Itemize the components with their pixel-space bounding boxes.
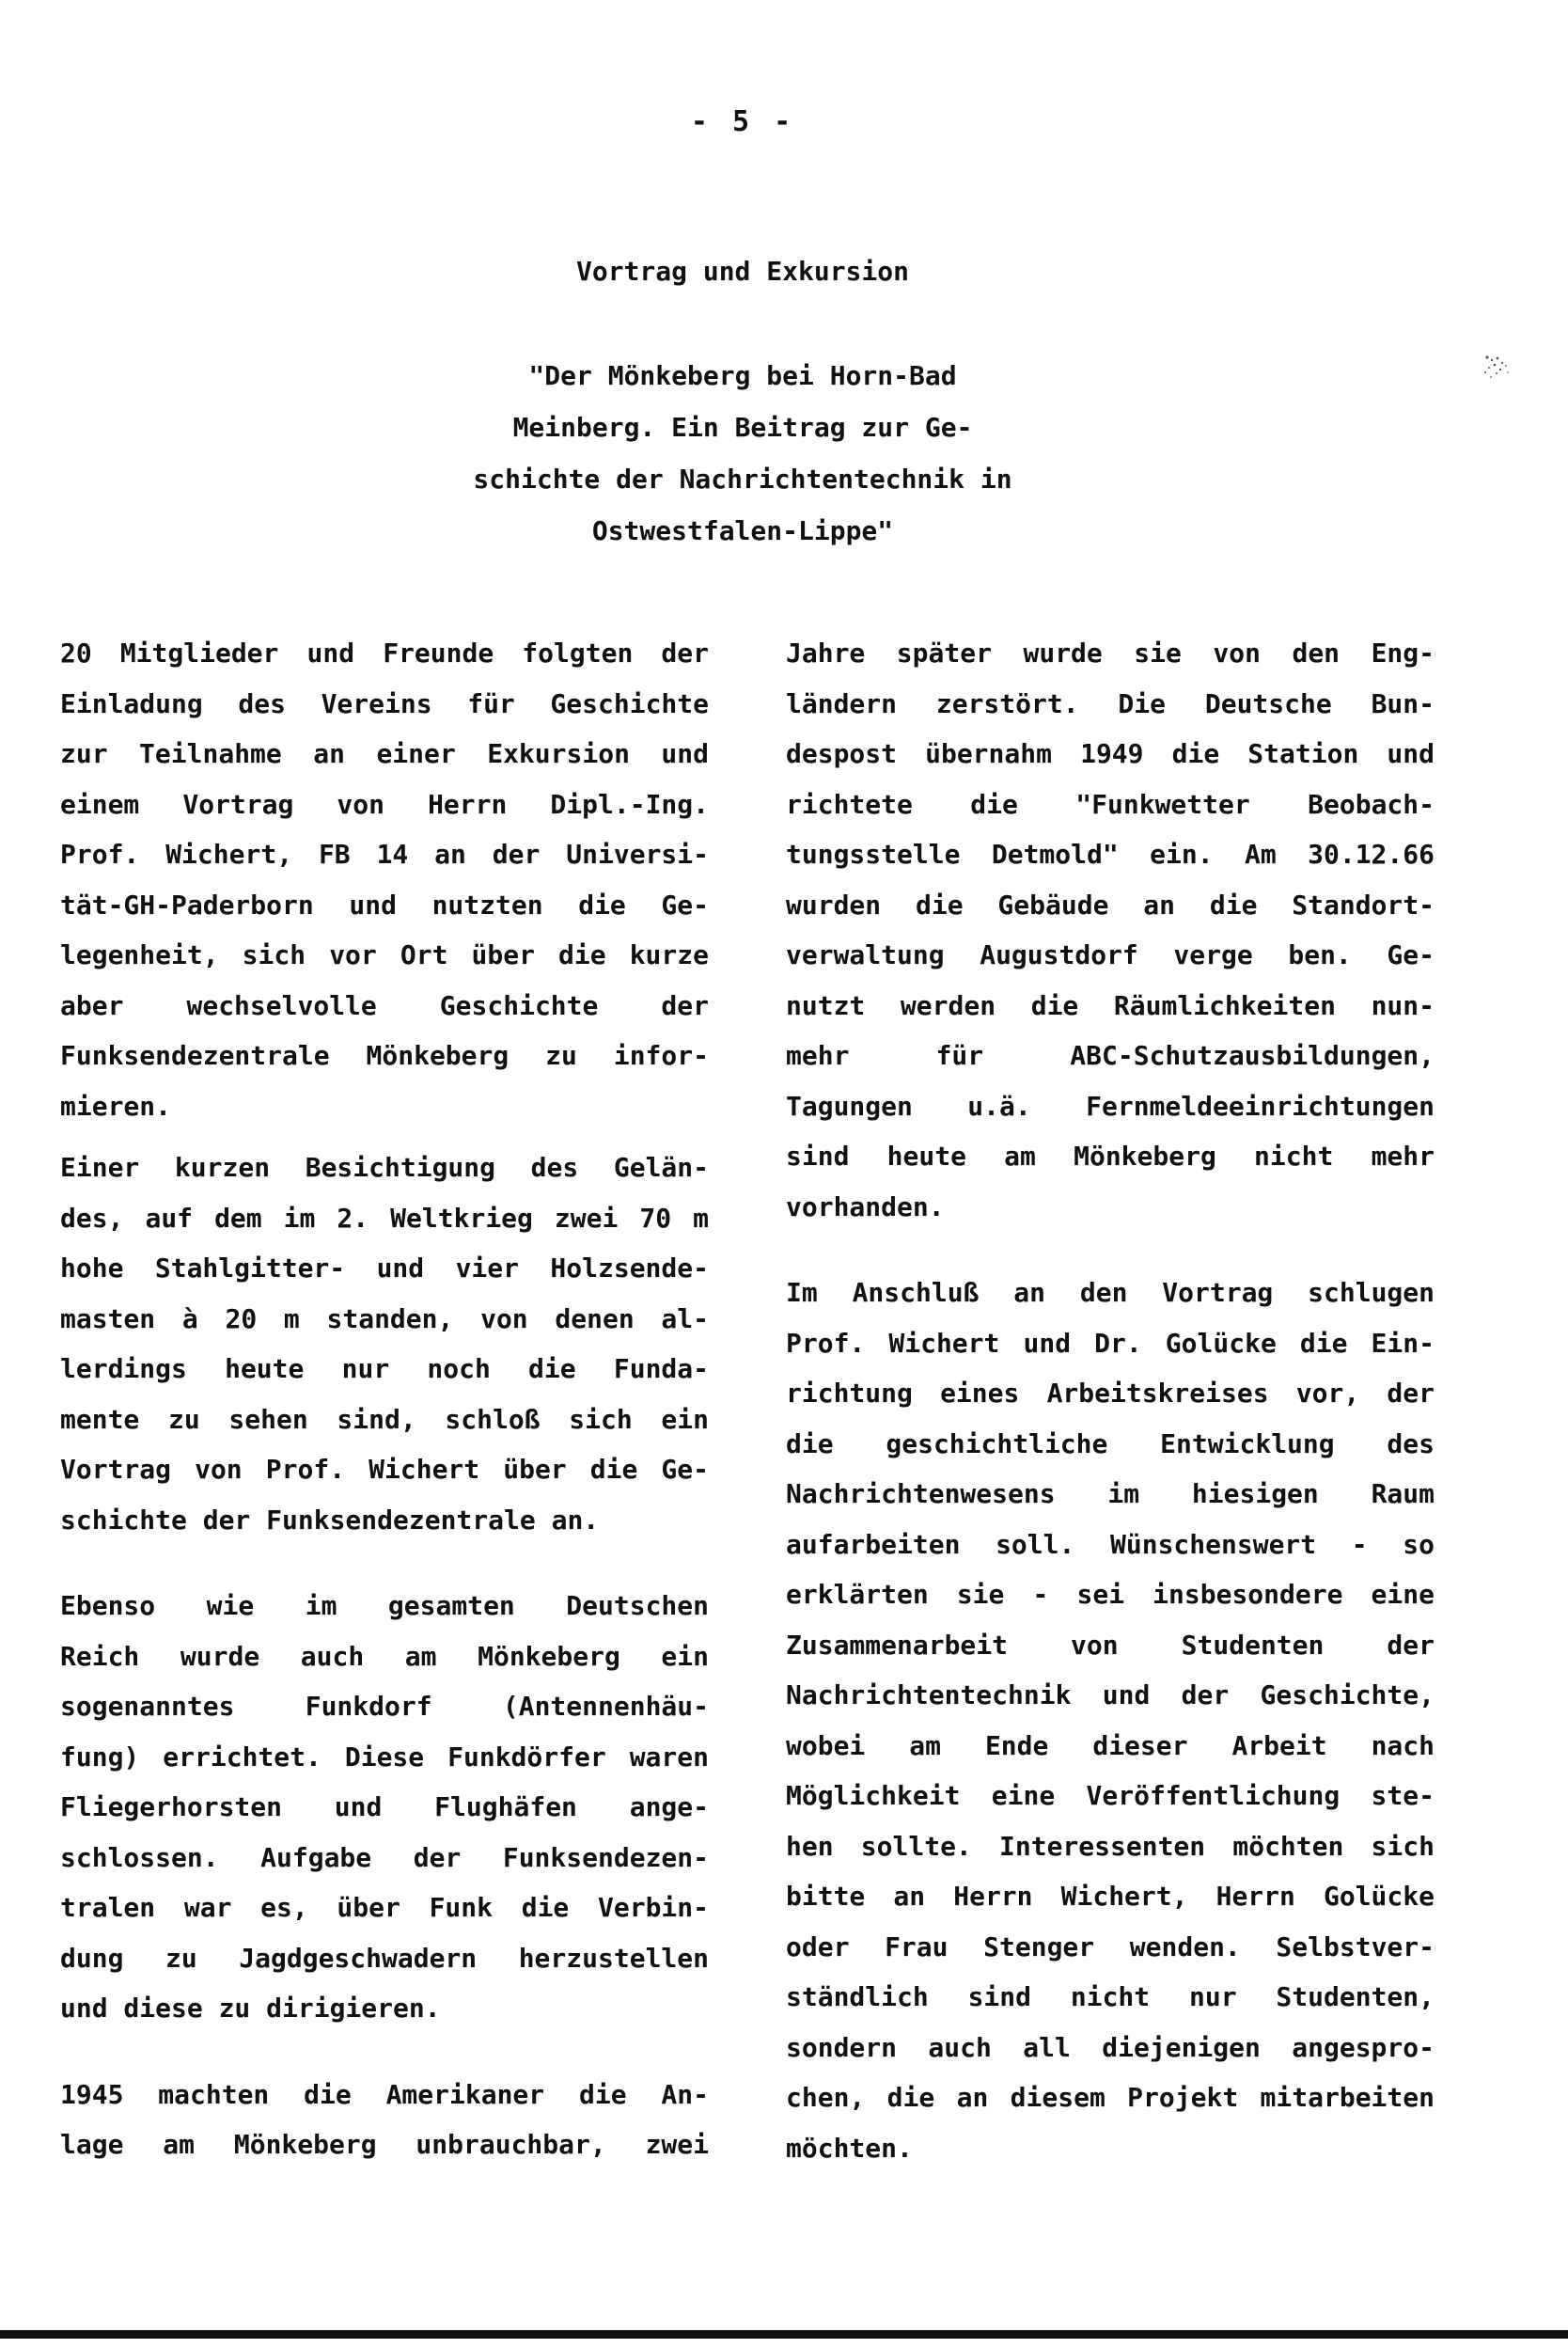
text-line: Jahre später wurde sie von den Eng-: [786, 638, 1435, 669]
lecture-title-line: Ostwestfalen-Lippe": [591, 515, 894, 546]
paragraph: [60, 1142, 709, 1545]
lecture-title-line: "Der Mönkeberg bei Horn-Bad: [528, 360, 957, 391]
text-line: Ebenso wie im gesamten Deutschen: [60, 1590, 709, 1621]
text-line: fung) errichtet. Diese Funkdörfer waren: [60, 1741, 709, 1773]
text-line: Vortrag von Prof. Wichert über die Ge-: [60, 1454, 709, 1485]
text-line: des, auf dem im 2. Weltkrieg zwei 70 m: [60, 1202, 709, 1234]
text-line: erklärten sie - sei insbesondere eine: [786, 1579, 1435, 1610]
text-line: tät-GH-Paderborn und nutzten die Ge-: [60, 889, 709, 921]
bottom-rule: [0, 2330, 1568, 2339]
text-line: sogenanntes Funkdorf (Antennenhäu-: [60, 1691, 709, 1722]
lecture-title-line: schichte der Nachrichtentechnik in: [473, 464, 1012, 495]
text-line: ländern zerstört. Die Deutsche Bun-: [786, 687, 1435, 719]
text-line: hohe Stahlgitter- und vier Holzsende-: [60, 1253, 709, 1284]
text-line: bitte an Herrn Wichert, Herrn Golücke: [786, 1881, 1435, 1912]
text-line: sondern auch all diejenigen angespro-: [786, 2031, 1435, 2063]
text-line: 1945 machten die Amerikaner die An-: [60, 2078, 709, 2110]
text-line: aber wechselvolle Geschichte der: [60, 989, 709, 1021]
text-line: schlossen. Aufgabe der Funksendezen-: [60, 1841, 709, 1873]
section-heading: Vortrag und Exkursion: [575, 256, 909, 287]
text-line: Möglichkeit eine Veröffentlichung ste-: [786, 1780, 1435, 1811]
text-line: 20 Mitglieder und Freunde folgten der: [60, 638, 709, 669]
text-line: Reich wurde auch am Mönkeberg ein: [60, 1640, 709, 1672]
text-line: sind heute am Mönkeberg nicht mehr: [786, 1141, 1435, 1172]
text-line: wobei am Ende dieser Arbeit nach: [786, 1729, 1435, 1761]
text-line: Funksendezentrale Mönkeberg zu infor-: [60, 1040, 709, 1071]
text-line: Nachrichtentechnik und der Geschichte,: [786, 1679, 1435, 1710]
text-line: chen, die an diesem Projekt mitarbeiten: [786, 2082, 1435, 2113]
text-line: zur Teilnahme an einer Exkursion und: [60, 738, 709, 769]
text-line: verwaltung Augustdorf verge ben. Ge-: [786, 939, 1435, 970]
text-line: einem Vortrag von Herrn Dipl.-Ing.: [60, 788, 709, 820]
text-line: ständlich sind nicht nur Studenten,: [786, 1981, 1435, 2012]
lecture-title-line: Meinberg. Ein Beitrag zur Ge-: [512, 412, 973, 443]
text-line: Zusammenarbeit von Studenten der: [786, 1629, 1435, 1661]
text-line: lage am Mönkeberg unbrauchbar, zwei: [60, 2129, 709, 2160]
text-line: mehr für ABC-Schutzausbildungen,: [786, 1040, 1435, 1071]
text-line: lerdings heute nur noch die Funda-: [60, 1353, 709, 1384]
paragraph: [60, 2070, 709, 2170]
text-line: nutzt werden die Räumlichkeiten nun-: [786, 989, 1435, 1021]
paragraph: [786, 1268, 1435, 2173]
text-line: hen sollte. Interessenten möchten sich: [786, 1830, 1435, 1862]
text-line: richtung eines Arbeitskreises vor, der: [786, 1378, 1435, 1409]
scan-speck-mark: [1474, 352, 1519, 389]
text-line: oder Frau Stenger wenden. Selbstver-: [786, 1930, 1435, 1962]
text-line: und diese zu dirigieren.: [60, 1993, 441, 2024]
text-line: Fliegerhorsten und Flughäfen ange-: [60, 1791, 709, 1822]
left-column: [60, 628, 709, 2170]
text-line: Einer kurzen Besichtigung des Gelän-: [60, 1152, 709, 1183]
text-line: Prof. Wichert und Dr. Golücke die Ein-: [786, 1327, 1435, 1359]
right-column: [786, 628, 1435, 2173]
text-line: wurden die Gebäude an die Standort-: [786, 889, 1435, 921]
text-line: Einladung des Vereins für Geschichte: [60, 687, 709, 719]
paragraph: [60, 628, 709, 1131]
paragraph: [60, 1581, 709, 2034]
text-line: richtete die "Funkwetter Beobach-: [786, 788, 1435, 820]
paragraph: [786, 628, 1435, 1232]
text-line: aufarbeiten soll. Wünschenswert - so: [786, 1528, 1435, 1560]
text-line: tungsstelle Detmold" ein. Am 30.12.66: [786, 839, 1435, 870]
text-line: Prof. Wichert, FB 14 an der Universi-: [60, 839, 709, 870]
lecture-title: [0, 350, 1485, 557]
text-line: mieren.: [60, 1090, 172, 1122]
text-line: schichte der Funksendezentrale an.: [60, 1504, 600, 1536]
text-line: mente zu sehen sind, schloß sich ein: [60, 1403, 709, 1435]
text-line: Nachrichtenwesens im hiesigen Raum: [786, 1478, 1435, 1509]
text-line: vorhanden.: [786, 1190, 945, 1222]
text-line: masten à 20 m standen, von denen al-: [60, 1302, 709, 1334]
text-line: Im Anschluß an den Vortrag schlugen: [786, 1277, 1435, 1308]
text-line: Tagungen u.ä. Fernmeldeeinrichtungen: [786, 1090, 1435, 1122]
text-line: legenheit, sich vor Ort über die kurze: [60, 939, 709, 970]
text-line: despost übernahm 1949 die Station und: [786, 738, 1435, 769]
page-number: - 5 -: [690, 105, 795, 138]
text-line: die geschichtliche Entwicklung des: [786, 1427, 1435, 1459]
text-line: tralen war es, über Funk die Verbin-: [60, 1892, 709, 1923]
text-line: dung zu Jagdgeschwadern herzustellen: [60, 1942, 709, 1974]
text-line: möchten.: [786, 2132, 913, 2164]
